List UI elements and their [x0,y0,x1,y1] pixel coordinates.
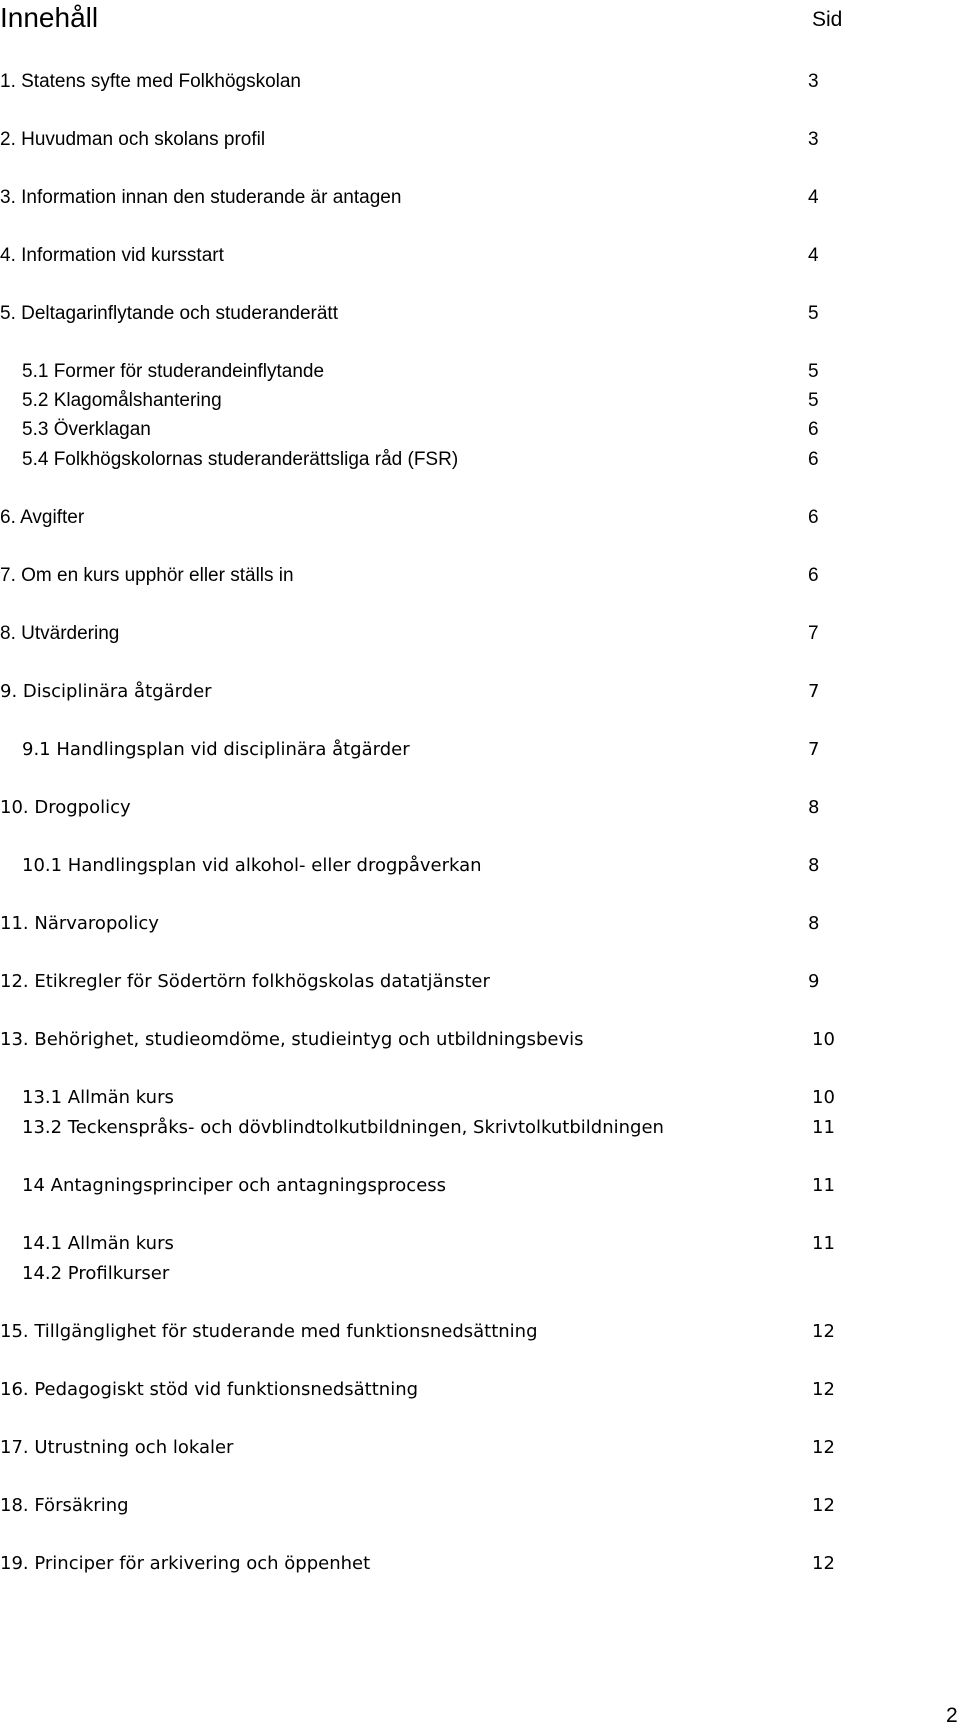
toc-entry-title: 2. Huvudman och skolans profil [0,129,266,150]
toc-entry-page: 11 [812,1175,835,1196]
toc-entry-page: 4 [808,245,819,266]
toc-entry-page: 3 [808,71,819,92]
toc-entry-title: 5.3 Överklagan [22,419,151,440]
toc-entry-title: 9.1 Handlingsplan vid disciplinära åtgärder [22,739,410,760]
toc-entry-title: 5. Deltagarinflytande och studeranderätt [0,303,338,324]
page-column-label: Sid [812,8,843,31]
toc-entry-title: 12. Etikregler för Södertörn folkhögskolas datatjänster [0,971,490,992]
toc-entry-title: 1. Statens syfte med Folkhögskolan [0,71,301,92]
toc-entry-page: 7 [808,739,820,760]
toc-entry-title: 13. Behörighet, studieomdöme, studieintyg och utbildningsbevis [0,1029,584,1050]
toc-entry-title: 15. Tillgänglighet för studerande med funktionsnedsättning [0,1321,538,1342]
toc-entry-page: 12 [812,1495,835,1516]
toc-entry-page: 10 [812,1087,835,1108]
toc-entry-page: 6 [808,419,819,440]
toc-entry-title: 5.1 Former för studerandeinflytande [22,361,325,382]
toc-entry-title: 19. Principer för arkivering och öppenhet [0,1553,371,1574]
toc-entry-page: 11 [812,1233,835,1254]
toc-entry-page: 6 [808,565,819,586]
toc-entry-title: 14 Antagningsprinciper och antagningsprocess [22,1175,447,1196]
toc-entry-title: 5.2 Klagomålshantering [22,390,222,411]
toc-entry-title: 17. Utrustning och lokaler [0,1437,234,1458]
toc-entry-page: 12 [812,1437,835,1458]
toc-entry-page: 9 [808,971,820,992]
toc-entry-page: 11 [812,1117,835,1138]
toc-heading: Innehåll [0,2,99,33]
toc-entry-page: 3 [808,129,819,150]
toc-entry-title: 9. Disciplinära åtgärder [0,681,212,702]
toc-entry-page: 7 [808,681,820,702]
toc-entry-page: 12 [812,1379,835,1400]
toc-entry-page: 8 [808,797,820,818]
toc-entry-title: 16. Pedagogiskt stöd vid funktionsnedsättning [0,1379,419,1400]
toc-entry-page: 8 [808,913,820,934]
toc-entry-page: 6 [808,449,819,470]
toc-entry-page: 5 [808,390,819,411]
toc-entry-page: 7 [808,623,819,644]
toc-entry-title: 14.2 Profilkurser [22,1263,170,1284]
toc-entry-page: 5 [808,303,819,324]
toc-entry-title: 10.1 Handlingsplan vid alkohol- eller drogpåverkan [22,855,482,876]
toc-entry-page: 4 [808,187,819,208]
toc-entry-page: 12 [812,1321,835,1342]
toc-entry-title: 6. Avgifter [0,507,85,528]
toc-entry-title: 13.2 Teckenspråks- och dövblindtolkutbildningen, Skrivtolkutbildningen [22,1117,664,1138]
toc-entry-title: 10. Drogpolicy [0,797,131,818]
toc-entry-page: 6 [808,507,819,528]
toc-entry-title: 5.4 Folkhögskolornas studeranderättsliga råd (FSR) [22,449,459,470]
toc-entry-page: 10 [812,1029,835,1050]
toc-entry-title: 18. Försäkring [0,1495,129,1516]
toc-entry-title: 14.1 Allmän kurs [22,1233,174,1254]
toc-entry-title: 3. Information innan den studerande är antagen [0,187,402,208]
toc-entry-title: 13.1 Allmän kurs [22,1087,174,1108]
page-number: 2 [946,1704,958,1727]
toc-entry-page: 5 [808,361,819,382]
toc-entry-title: 7. Om en kurs upphör eller ställs in [0,565,294,586]
toc-entry-title: 8. Utvärdering [0,623,120,644]
toc-entry-page: 8 [808,855,820,876]
toc-entry-title: 4. Information vid kursstart [0,245,224,266]
toc-entry-title: 11. Närvaropolicy [0,913,159,934]
toc-entry-page: 12 [812,1553,835,1574]
